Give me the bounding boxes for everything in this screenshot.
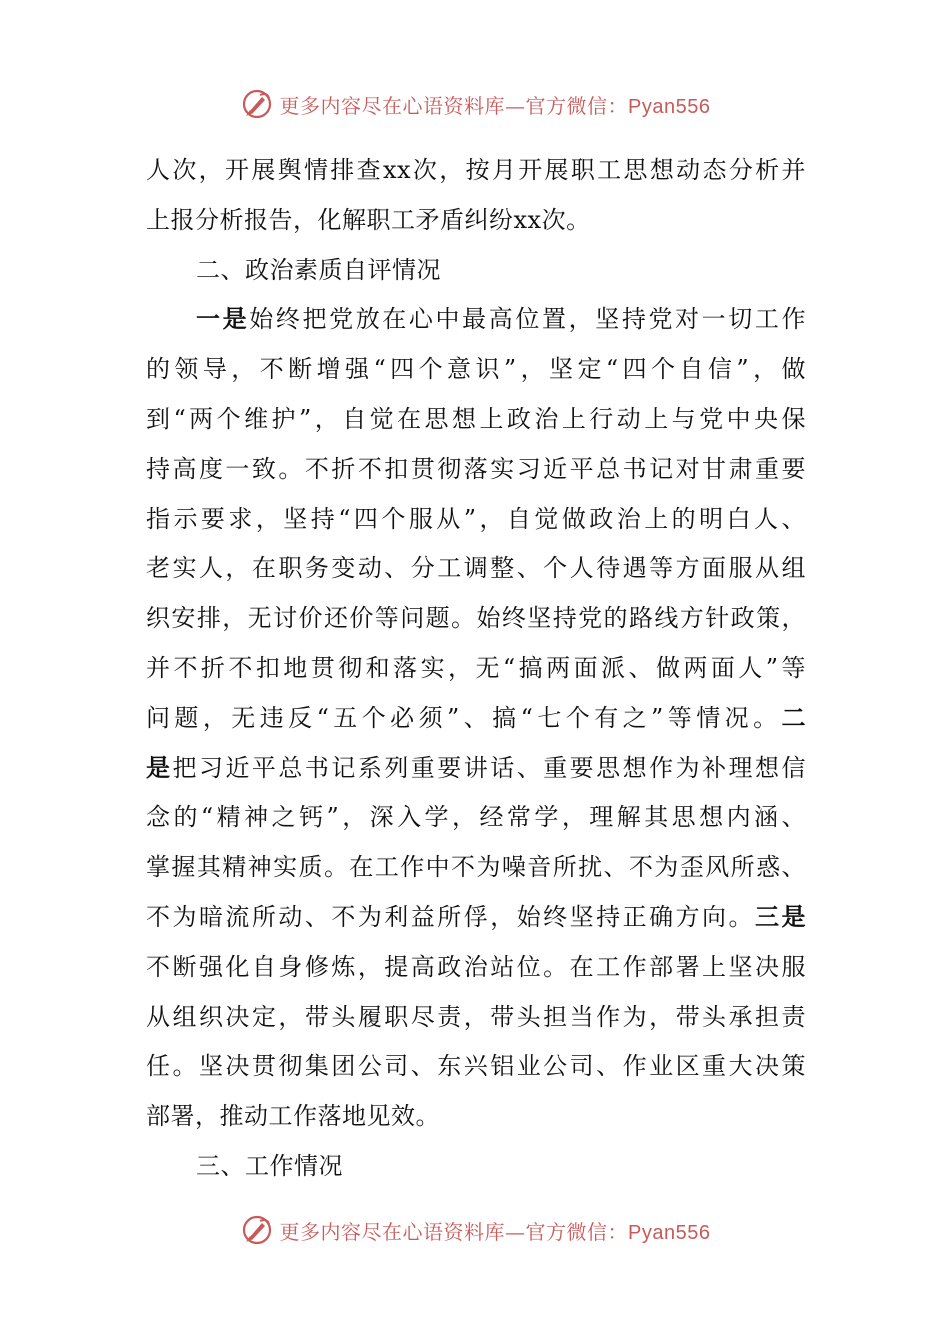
text-line: 问题，无违反“五个必须”、搞“七个有之”等情况。二 <box>146 703 806 732</box>
text-line: 人次，开展舆情排查xx次，按月开展职工思想动态分析并 <box>146 156 806 184</box>
text-line: 念的“精神之钙”，深入学，经常学，理解其思想内涵、 <box>146 803 806 832</box>
watermark-text: 更多内容尽在心语资料库—官方微信：Pyan556 <box>279 1219 711 1244</box>
text-line: 掌握其精神实质。在工作中不为噪音所扰、不为歪风所惑、 <box>146 853 806 882</box>
text-line: 到“两个维护”，自觉在思想上政治上行动上与党中央保 <box>146 404 806 433</box>
footer-watermark <box>0 1210 950 1250</box>
section-heading: 二、政治素质自评情况 <box>196 255 441 284</box>
text-line: 持高度一致。不折不扣贯彻落实习近平总书记对甘肃重要 <box>146 454 806 483</box>
section-heading: 三、工作情况 <box>196 1151 343 1180</box>
text-line: 是把习近平总书记系列重要讲话、重要思想作为补理想信 <box>146 753 807 782</box>
pen-nib-logo-icon <box>240 1213 274 1247</box>
header-watermark <box>0 84 950 124</box>
text-line: 并不折不扣地贯彻和落实，无“搞两面派、做两面人”等 <box>146 653 806 682</box>
document-body <box>146 146 806 1192</box>
watermark-text: 更多内容尽在心语资料库—官方微信：Pyan556 <box>279 93 711 118</box>
text-line: 从组织决定，带头履职尽责，带头担当作为，带头承担责 <box>146 1002 806 1031</box>
text-line: 老实人，在职务变动、分工调整、个人待遇等方面服从组 <box>146 554 806 583</box>
text-line: 的领导，不断增强“四个意识”，坚定“四个自信”，做 <box>146 355 806 384</box>
text-line: 部署，推动工作落地见效。 <box>146 1102 440 1131</box>
pen-nib-logo-icon <box>240 87 274 121</box>
text-line: 不为暗流所动、不为利益所俘，始终坚持正确方向。三是 <box>146 902 807 931</box>
text-line: 上报分析报告，化解职工矛盾纠纷xx次。 <box>146 205 591 234</box>
text-line: 织安排，无讨价还价等问题。始终坚持党的路线方针政策， <box>146 604 806 633</box>
text-line: 指示要求，坚持“四个服从”，自觉做政治上的明白人、 <box>146 504 806 533</box>
text-line: 不断强化自身修炼，提高政治站位。在工作部署上坚决服 <box>146 952 806 981</box>
text-line: 任。坚决贯彻集团公司、东兴铝业公司、作业区重大决策 <box>146 1052 806 1081</box>
text-line: 一是始终把党放在心中最高位置，坚持党对一切工作 <box>196 305 807 334</box>
